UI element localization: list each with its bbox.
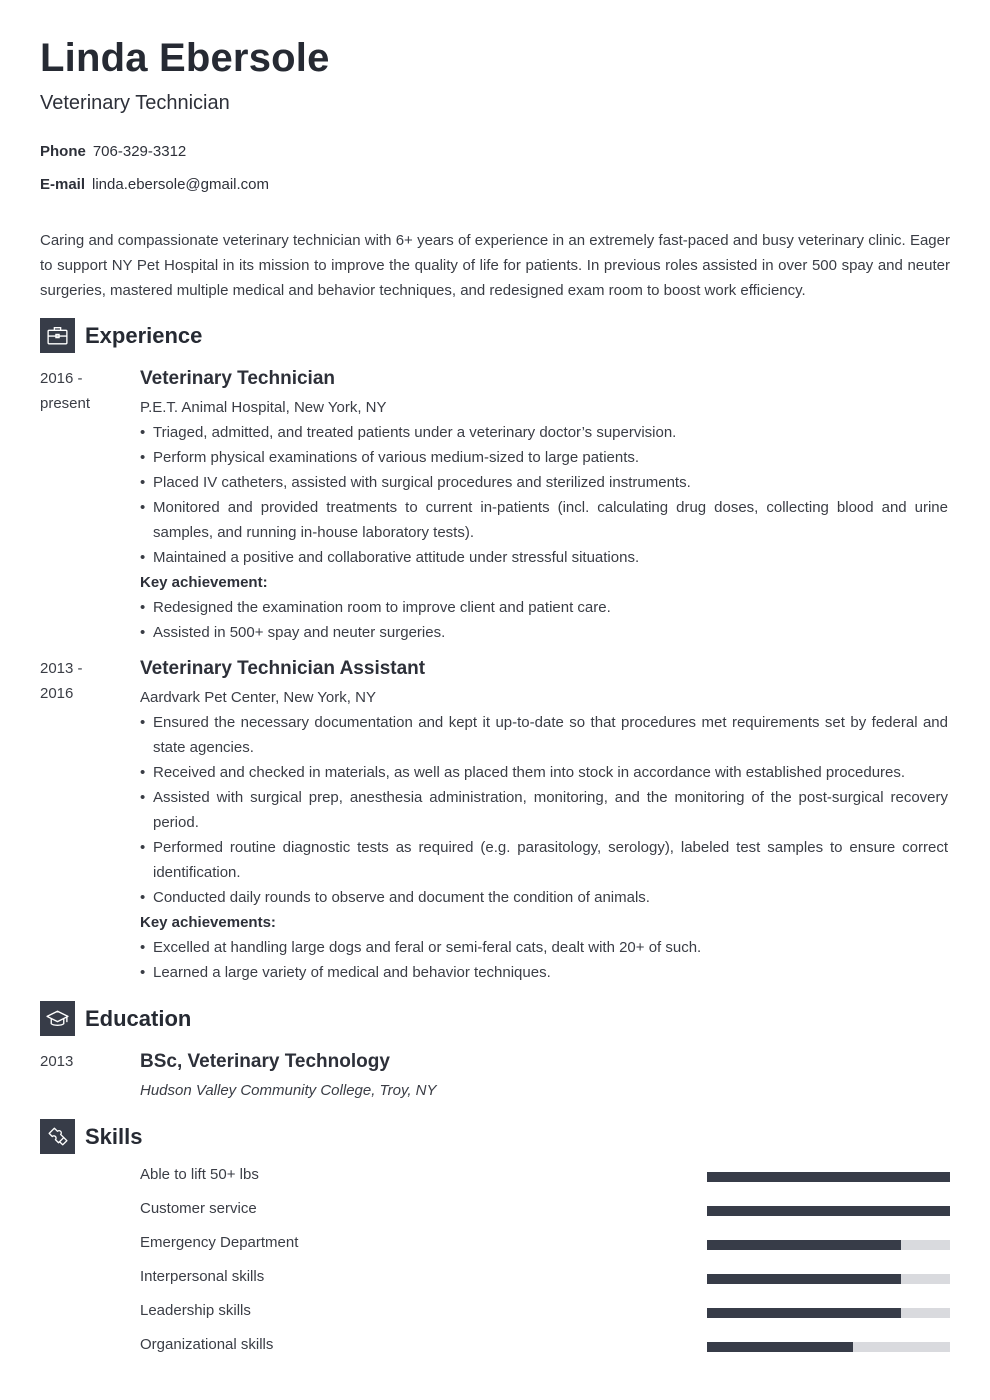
phone-value: 706-329-3312 — [92, 143, 187, 160]
candidate-name: Linda Ebersole — [40, 36, 330, 80]
skill-row — [140, 1194, 950, 1228]
skill-name: Emergency Department — [140, 1234, 299, 1251]
experience-heading — [40, 318, 202, 353]
school-name: Hudson Valley Community College, Troy, NY — [140, 1082, 437, 1099]
skill-row — [140, 1262, 950, 1296]
list-item: • Placed IV catheters, assisted with surgical procedures and sterilized instruments. — [140, 470, 948, 495]
experience-entry — [40, 656, 950, 985]
education-heading — [40, 1001, 191, 1036]
skill-name: Organizational skills — [140, 1336, 274, 1353]
list-item: • Assisted in 500+ spay and neuter surgeries. — [140, 620, 948, 645]
role-title: Veterinary Technician — [140, 368, 336, 389]
list-item: • Conducted daily rounds to observe and document the condition of animals. — [140, 885, 948, 910]
list-item: • Excelled at handling large dogs and feral or semi-feral cats, dealt with 20+ of such. — [140, 935, 948, 960]
date-start: 2013 - — [40, 660, 83, 677]
role-title: Veterinary Technician Assistant — [140, 658, 426, 679]
skills-heading — [40, 1119, 142, 1154]
phone-label: Phone — [40, 143, 86, 160]
list-item: • Redesigned the examination room to improve client and patient care. — [140, 595, 948, 620]
date-end: 2016 — [40, 685, 74, 702]
list-item: • Maintained a positive and collaborative attitude under stressful situations. — [140, 545, 948, 570]
date-end: present — [40, 395, 91, 412]
entry-date — [40, 366, 130, 416]
list-item: • Received and checked in materials, as well as placed them into stock in accordance with established procedures. — [140, 760, 948, 785]
skills-title: Skills — [85, 1123, 143, 1149]
graduation-cap-icon — [40, 1001, 75, 1036]
entry-date — [40, 656, 130, 706]
degree-title: BSc, Veterinary Technology — [140, 1051, 390, 1072]
job-title: Veterinary Technician — [40, 92, 230, 114]
skill-row — [140, 1228, 950, 1262]
email-label: E-mail — [40, 176, 86, 193]
list-item: • Triaged, admitted, and treated patients under a veterinary doctor’s supervision. — [140, 420, 948, 445]
skill-level-bar — [707, 1206, 950, 1216]
experience-title: Experience — [85, 322, 203, 348]
employer: P.E.T. Animal Hospital, New York, NY — [140, 399, 387, 416]
skill-level-fill — [707, 1342, 853, 1352]
skill-level-fill — [707, 1274, 901, 1284]
skill-level-bar — [707, 1342, 950, 1352]
skill-level-bar — [707, 1172, 950, 1182]
education-entry — [40, 1049, 950, 1103]
contact-phone — [40, 143, 186, 160]
achievements-list — [140, 935, 948, 985]
duties-list — [140, 710, 948, 910]
duties-list — [140, 420, 948, 570]
key-achievement-label: Key achievements: — [140, 914, 276, 931]
experience-entry — [40, 366, 950, 645]
entry-date: 2013 — [40, 1053, 74, 1070]
skill-level-fill — [707, 1206, 950, 1216]
skill-level-fill — [707, 1308, 901, 1318]
list-item: • Ensured the necessary documentation and kept it up-to-date so that procedures met requirements set by federal and state agencies. — [140, 710, 948, 760]
skill-name: Interpersonal skills — [140, 1268, 265, 1285]
list-item: • Monitored and provided treatments to current in-patients (incl. calculating drug doses, collecting blood and urine samples, and running in-house laboratory tests). — [140, 495, 948, 545]
list-item: • Assisted with surgical prep, anesthesia administration, monitoring, and the monitoring of the post-surgical recovery period. — [140, 785, 948, 835]
skill-name: Leadership skills — [140, 1302, 251, 1319]
contact-email — [40, 176, 269, 193]
skills-list — [140, 1160, 950, 1364]
skill-level-bar — [707, 1308, 950, 1318]
list-item: • Learned a large variety of medical and behavior techniques. — [140, 960, 948, 985]
employer: Aardvark Pet Center, New York, NY — [140, 689, 376, 706]
skill-row — [140, 1330, 950, 1364]
key-achievement-label: Key achievement: — [140, 574, 268, 591]
skill-level-bar — [707, 1240, 950, 1250]
skill-row — [140, 1296, 950, 1330]
achievements-list — [140, 595, 948, 645]
skill-level-fill — [707, 1172, 950, 1182]
skill-level-fill — [707, 1240, 901, 1250]
puzzle-icon — [40, 1119, 75, 1154]
date-start: 2016 - — [40, 370, 83, 387]
skill-name: Able to lift 50+ lbs — [140, 1166, 259, 1183]
skill-name: Customer service — [140, 1200, 257, 1217]
profile-summary: Caring and compassionate veterinary technician with 6+ years of experience in an extremely fast-paced and busy veterinary clinic. Eager to support NY Pet Hospital in its mission to improve the quality of life for patients. In previous roles assisted in over 500 spay and neuter surgeries, mastered multiple medical and behavior techniques, and redesigned exam room to boost work efficiency. — [40, 232, 950, 299]
list-item: • Performed routine diagnostic tests as required (e.g. parasitology, serology), labeled test samples to ensure correct identification. — [140, 835, 948, 885]
list-item: • Perform physical examinations of various medium-sized to large patients. — [140, 445, 948, 470]
skill-row — [140, 1160, 950, 1194]
briefcase-icon — [40, 318, 75, 353]
skill-level-bar — [707, 1274, 950, 1284]
email-value: linda.ebersole@gmail.com — [92, 176, 269, 193]
education-title: Education — [85, 1005, 192, 1031]
